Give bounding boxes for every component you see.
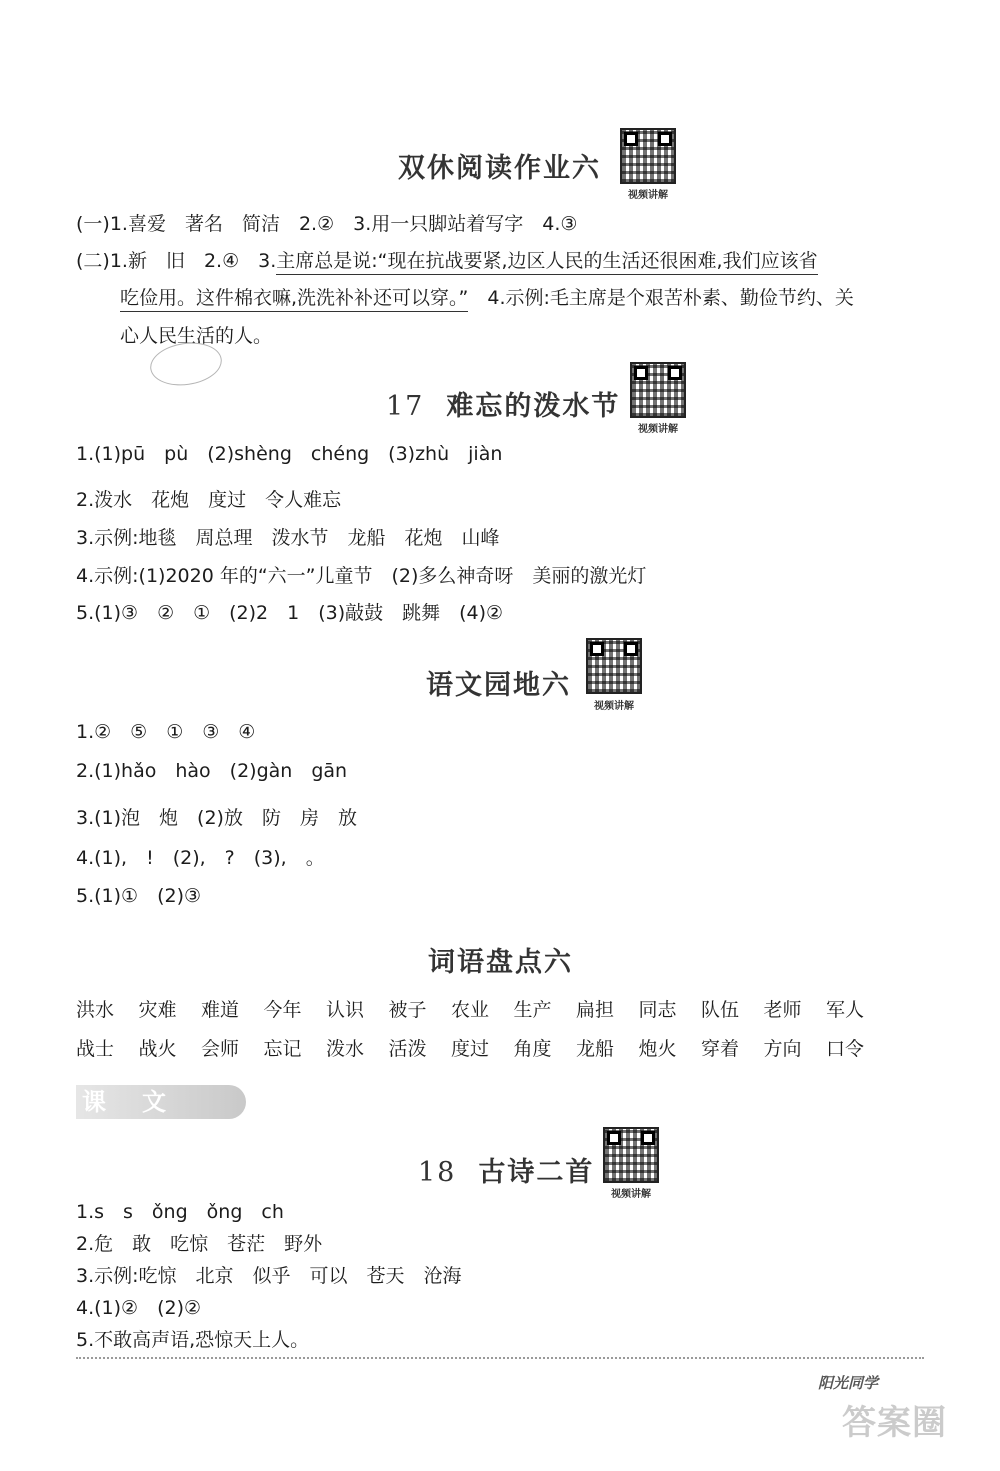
answer-text: 4.示例:毛主席是个艰苦朴素、勤俭节约、关 xyxy=(468,287,854,309)
word-item: 被子 xyxy=(388,999,427,1021)
answer-line: (一)1.喜爱 著名 简洁 2.② 3.用一只脚站着写字 4.③ xyxy=(76,213,578,235)
word-item: 洪水 xyxy=(76,999,115,1021)
word-item: 会师 xyxy=(201,1038,240,1060)
footer-divider xyxy=(76,1357,924,1359)
answer-line: 3.示例:地毯 周总理 泼水节 龙船 花炮 山峰 xyxy=(76,527,500,549)
word-item: 战士 xyxy=(76,1038,115,1060)
word-item: 角度 xyxy=(513,1038,552,1060)
answer-line: 1.② ⑤ ① ③ ④ xyxy=(76,721,256,743)
word-item: 忘记 xyxy=(263,1038,302,1060)
word-item: 穿着 xyxy=(701,1038,740,1060)
word-item: 炮火 xyxy=(638,1038,677,1060)
word-item: 泼水 xyxy=(326,1038,365,1060)
brand-logo: 阳光同学 xyxy=(818,1374,879,1392)
answer-line: 心人民生活的人。 xyxy=(120,325,273,347)
answer-line: 5.(1)① (2)③ xyxy=(76,885,202,907)
word-item: 灾难 xyxy=(138,999,177,1021)
answer-line: 5.(1)③ ② ① (2)2 1 (3)敲鼓 跳舞 (4)② xyxy=(76,602,504,624)
word-item: 战火 xyxy=(138,1038,177,1060)
watermark: 答案圈 xyxy=(842,1403,947,1443)
qr-caption: 视频讲解 xyxy=(638,424,678,435)
qr-code-icon[interactable] xyxy=(620,128,676,184)
title-text: 词语盘点六 xyxy=(428,947,573,978)
qr-caption: 视频讲解 xyxy=(594,701,634,712)
answer-line: 4.(1), ! (2), ? (3), 。 xyxy=(76,847,325,869)
underlined-answer: 吃俭用。这件棉衣嘛,洗洗补补还可以穿。” xyxy=(120,287,468,312)
answer-line xyxy=(76,249,818,273)
qr-code-icon[interactable] xyxy=(630,362,686,418)
answer-line: 4.(1)② (2)② xyxy=(76,1297,202,1319)
word-item: 今年 xyxy=(263,999,302,1021)
qr-code-icon[interactable] xyxy=(603,1127,659,1183)
word-item: 军人 xyxy=(826,999,865,1021)
answer-line: 3.(1)泡 炮 (2)放 防 房 放 xyxy=(76,807,357,829)
title-text: 古诗二首 xyxy=(478,1157,595,1188)
word-item: 口令 xyxy=(826,1038,865,1060)
title-text: 双休阅读作业六 xyxy=(398,153,601,184)
answer-line: 2.(1)hǎo hào (2)gàn gān xyxy=(76,760,348,782)
answer-text: (二)1.新 旧 2.④ 3. xyxy=(76,250,277,272)
word-item: 扁担 xyxy=(576,999,615,1021)
word-list-row xyxy=(76,995,889,1022)
word-item: 认识 xyxy=(326,999,365,1021)
word-item: 同志 xyxy=(638,999,677,1021)
answer-line: 5.不敢高声语,恐惊天上人。 xyxy=(76,1329,310,1351)
underlined-answer: 主席总是说:“现在抗战要紧,边区人民的生活还很困难,我们应该省 xyxy=(276,250,817,275)
word-item: 难道 xyxy=(201,999,240,1021)
qr-caption: 视频讲解 xyxy=(628,190,668,201)
section-title-reading6 xyxy=(398,146,601,185)
word-item: 方向 xyxy=(763,1038,802,1060)
word-item: 龙船 xyxy=(576,1038,615,1060)
qr-caption: 视频讲解 xyxy=(611,1189,651,1200)
section-title-garden6 xyxy=(426,663,571,702)
answer-line: 2.危 敢 吃惊 苍茫 野外 xyxy=(76,1233,323,1255)
lesson-number: 17 xyxy=(386,391,425,422)
word-item: 生产 xyxy=(513,999,552,1021)
word-item: 农业 xyxy=(451,999,490,1021)
title-text: 难忘的泼水节 xyxy=(446,391,621,422)
answer-line: 3.示例:吃惊 北京 似乎 可以 苍天 沧海 xyxy=(76,1265,462,1287)
answer-line xyxy=(120,286,854,310)
answer-line: 1.(1)pū pù (2)shèng chéng (3)zhù jiàn xyxy=(76,443,503,465)
word-list-row xyxy=(76,1034,889,1061)
category-banner: 课文 xyxy=(76,1085,246,1119)
lesson-number: 18 xyxy=(418,1157,457,1188)
answer-line: 2.泼水 花炮 度过 令人难忘 xyxy=(76,489,342,511)
answer-line: 4.示例:(1)2020 年的“六一”儿童节 (2)多么神奇呀 美丽的激光灯 xyxy=(76,565,647,587)
title-text: 语文园地六 xyxy=(426,670,571,701)
word-item: 活泼 xyxy=(388,1038,427,1060)
answer-line: 1.s s ǒng ǒng ch xyxy=(76,1201,284,1223)
word-item: 度过 xyxy=(451,1038,490,1060)
word-item: 老师 xyxy=(763,999,802,1021)
section-title-words6 xyxy=(428,940,573,979)
word-item: 队伍 xyxy=(701,999,740,1021)
section-title-lesson18 xyxy=(418,1150,594,1189)
section-title-lesson17 xyxy=(386,384,620,423)
qr-code-icon[interactable] xyxy=(586,638,642,694)
